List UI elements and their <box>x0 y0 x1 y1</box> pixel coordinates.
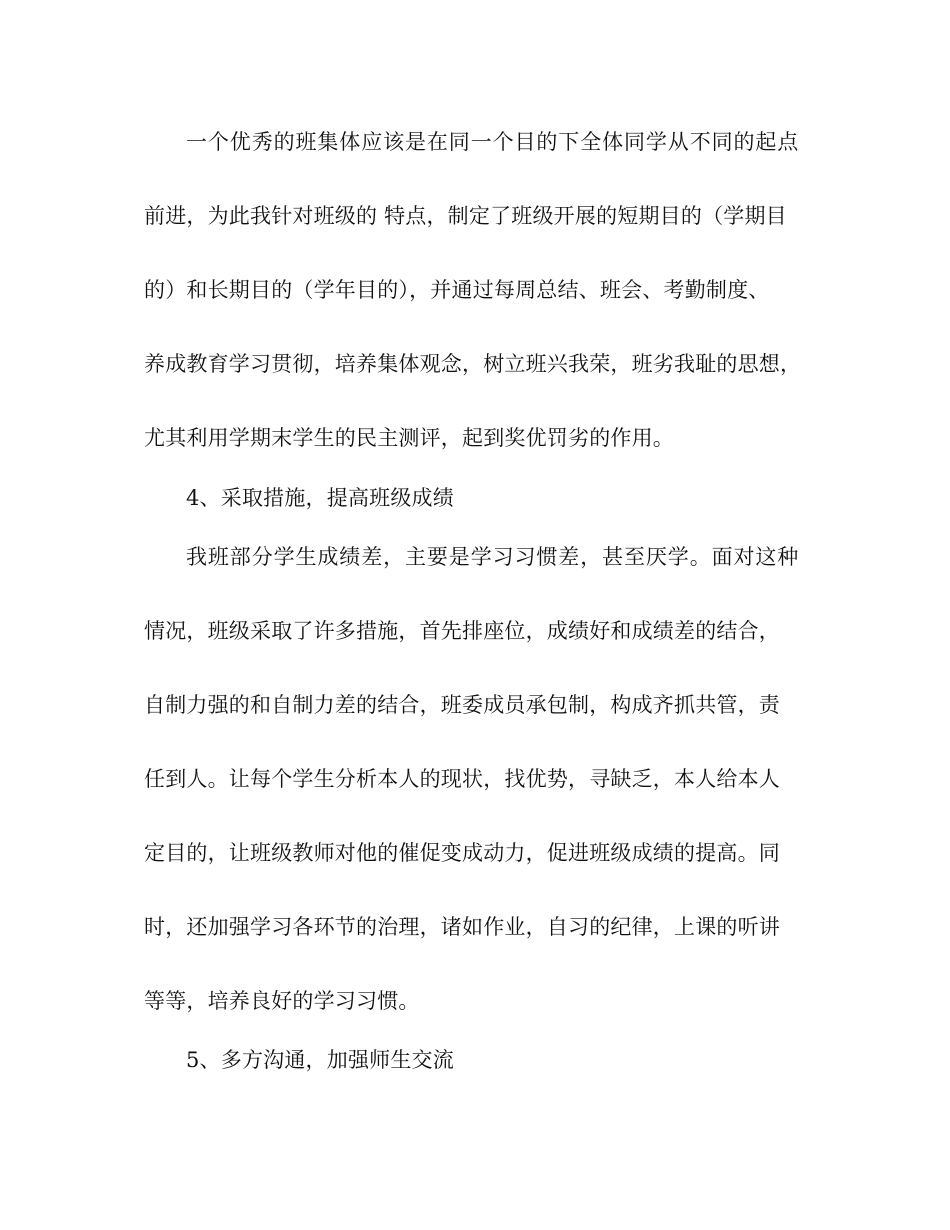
section-heading-5: 5、多方沟通，加强师生交流 <box>186 1048 454 1072</box>
paragraph-1-line-5: 尤其利用学期末学生的民主测评，起到奖优罚劣的作用。 <box>144 426 674 450</box>
paragraph-2-line-4: 任到人。让每个学生分析本人的现状，找优势，寻缺乏，本人给本人 <box>144 767 780 791</box>
paragraph-1-line-2: 前进，为此我针对班级的 特点，制定了班级开展的短期目的（学期目 <box>144 204 787 228</box>
paragraph-2-line-2: 情况，班级采取了许多措施，首先排座位，成绩好和成绩差的结合， <box>144 619 780 643</box>
paragraph-1-line-1: 一个优秀的班集体应该是在同一个目的下全体同学从不同的起点 <box>186 130 800 154</box>
paragraph-2-line-7: 等等，培养良好的学习习惯。 <box>144 989 420 1013</box>
paragraph-2-line-5: 定目的，让班级教师对他的催促变成动力，促进班级成绩的提高。同 <box>144 841 780 865</box>
paragraph-2-line-3: 自制力强的和自制力差的结合，班委成员承包制，构成齐抓共管，责 <box>144 693 780 717</box>
section-heading-4: 4、采取措施，提高班级成绩 <box>186 486 454 510</box>
paragraph-1-line-4: 养成教育学习贯彻，培养集体观念，树立班兴我荣，班劣我耻的思想， <box>144 352 802 376</box>
paragraph-2-line-1: 我班部分学生成绩差，主要是学习习惯差，甚至厌学。面对这种 <box>186 545 800 569</box>
paragraph-1-line-3: 的）和长期目的（学年目的），并通过每周总结、班会、考勤制度、 <box>144 278 770 302</box>
paragraph-2-line-6: 时，还加强学习各环节的治理，诸如作业，自习的纪律，上课的听讲 <box>144 915 780 939</box>
